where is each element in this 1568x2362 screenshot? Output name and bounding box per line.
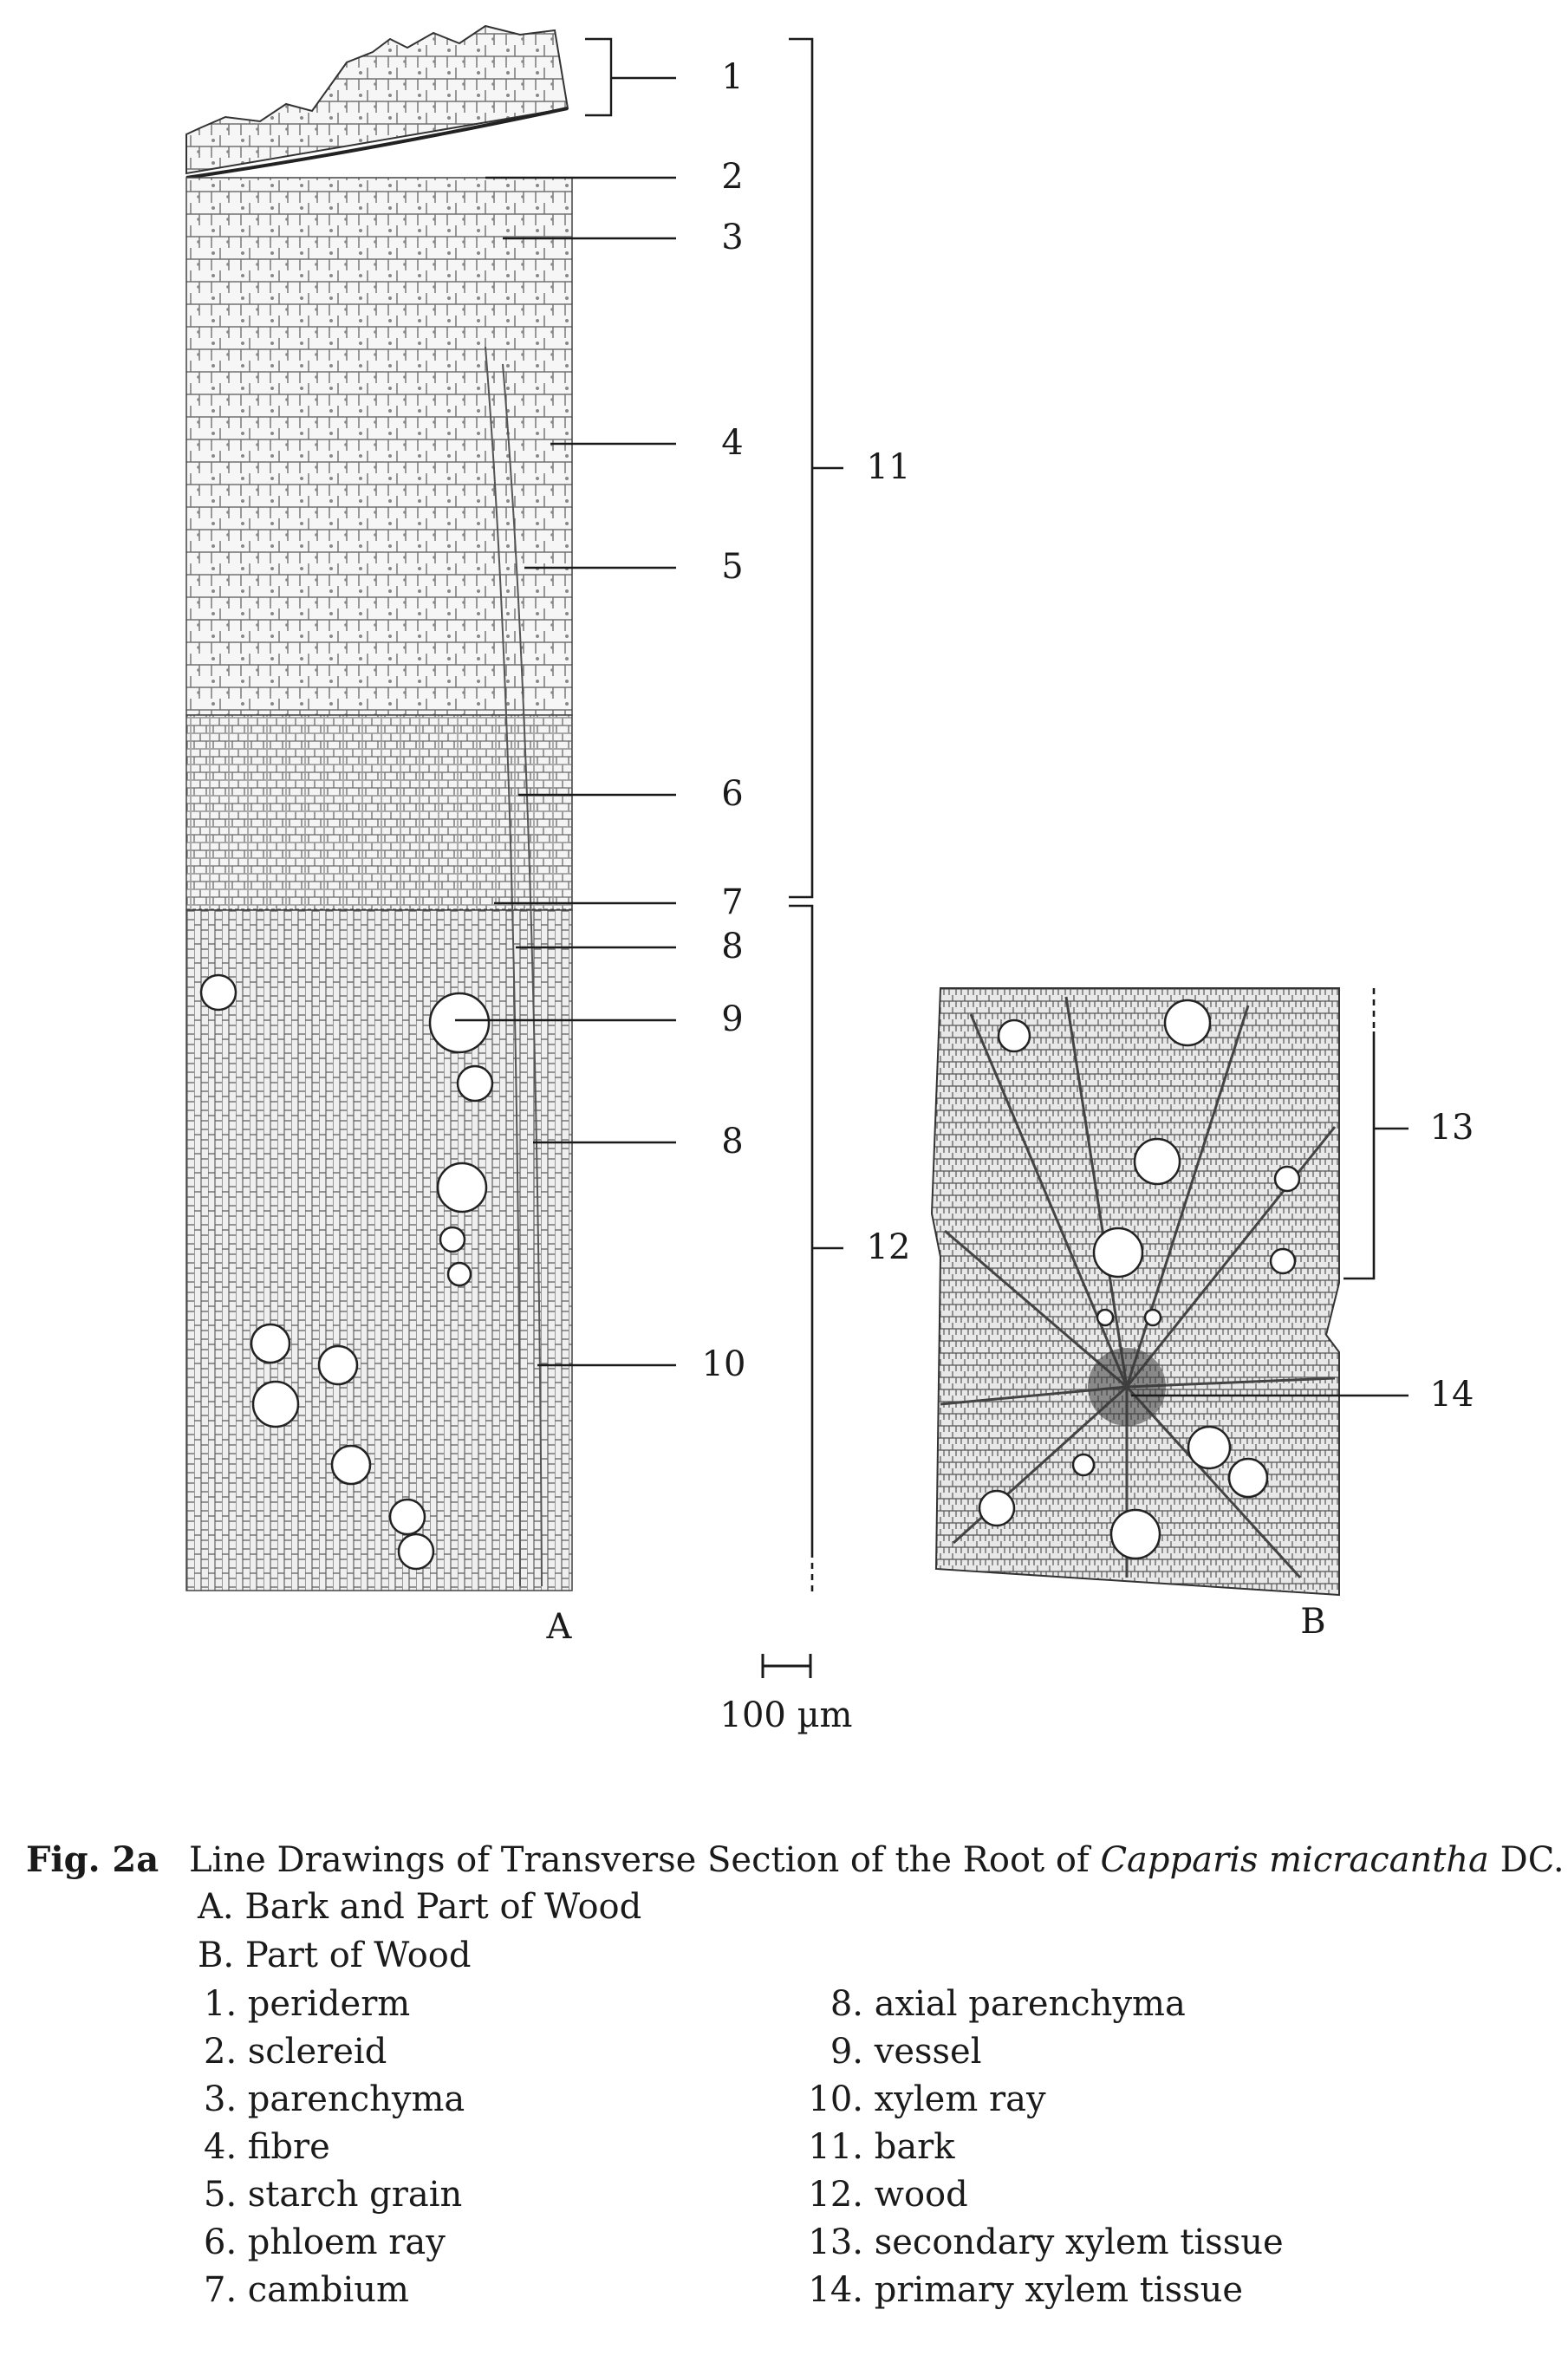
panel-item-b	[198, 1935, 471, 1976]
legend-text: xylem ray	[874, 2079, 1046, 2119]
legend-num: 7.	[204, 2270, 237, 2310]
legend-text: secondary xylem tissue	[874, 2222, 1284, 2262]
panel-text: Part of Wood	[244, 1936, 472, 1975]
wood-bracket	[789, 906, 843, 1595]
legend-text: fibre	[247, 2127, 330, 2167]
scale-bar	[763, 1654, 810, 1678]
panel-item-a	[198, 1886, 641, 1928]
panel-text: Bark and Part of Wood	[244, 1887, 642, 1927]
secondary-xylem-bracket	[1344, 988, 1409, 1279]
legend-num: 9.	[830, 2032, 863, 2072]
legend-item	[806, 2079, 1046, 2120]
callout-2: 2	[721, 157, 744, 197]
legend-text: primary xylem tissue	[874, 2270, 1244, 2310]
legend-num: 5.	[204, 2175, 237, 2215]
bark-bracket	[789, 39, 843, 897]
legend-text: sclereid	[247, 2032, 387, 2072]
callout-8b: 8	[721, 1122, 744, 1161]
legend-text: axial parenchyma	[874, 1984, 1186, 2024]
figure-label: Fig. 2a	[26, 1839, 159, 1880]
legend-item	[204, 2174, 462, 2216]
phloem-layer	[186, 715, 572, 910]
scale-bar-label: 100 µm	[719, 1695, 853, 1735]
legend-num: 13.	[808, 2222, 863, 2262]
legend-item	[204, 2269, 409, 2311]
bracket-label-12: 12	[866, 1227, 911, 1267]
legend-num: 12.	[808, 2175, 863, 2215]
legend-num: 14.	[808, 2270, 863, 2310]
callout-8a: 8	[721, 927, 744, 966]
callout-9: 9	[721, 999, 744, 1039]
caption-title-prefix: Line Drawings of Transverse Section of the Root of	[189, 1840, 1101, 1880]
legend-text: phloem ray	[247, 2222, 446, 2262]
legend-text: starch grain	[247, 2175, 463, 2215]
callout-10: 10	[701, 1344, 746, 1384]
legend-num: 3.	[204, 2079, 237, 2119]
legend-item	[806, 2174, 968, 2216]
panel-b-label: B	[1300, 1602, 1326, 1642]
legend-text: cambium	[247, 2270, 409, 2310]
periderm-layer	[186, 26, 568, 173]
legend-item	[204, 2031, 387, 2072]
legend-num: 2.	[204, 2032, 237, 2072]
panel-a-section	[186, 26, 572, 1591]
legend-item	[806, 2269, 1243, 2311]
legend-num: 1.	[204, 1984, 237, 2024]
legend-item	[204, 2079, 465, 2120]
legend-num: 6.	[204, 2222, 237, 2262]
cortex-layer	[186, 178, 572, 715]
bracket-label-13: 13	[1429, 1108, 1474, 1148]
legend-num: 11.	[808, 2127, 863, 2167]
callout-4: 4	[721, 423, 744, 463]
legend-text: vessel	[874, 2032, 982, 2072]
caption-title	[189, 1839, 1565, 1881]
caption-species: Capparis micracantha	[1100, 1840, 1489, 1880]
legend-item	[204, 2222, 446, 2263]
legend-item	[204, 1983, 410, 2025]
callout-5: 5	[721, 547, 744, 587]
panel-b-section	[932, 988, 1339, 1595]
caption-title-suffix: DC.	[1488, 1840, 1565, 1880]
legend-item	[806, 2222, 1284, 2263]
panel-key: B.	[198, 1936, 235, 1975]
legend-text: bark	[874, 2127, 955, 2167]
callout-7: 7	[721, 882, 744, 922]
panel-key: A.	[198, 1887, 234, 1927]
callout-1: 1	[721, 57, 744, 97]
legend-item	[806, 2126, 955, 2168]
panel-a-label: A	[546, 1607, 572, 1647]
legend-num: 4.	[204, 2127, 237, 2167]
legend-item	[204, 2126, 330, 2168]
callout-6: 6	[721, 774, 744, 814]
legend-text: wood	[874, 2175, 968, 2215]
legend-item	[806, 2031, 982, 2072]
callout-3: 3	[721, 218, 744, 257]
legend-num: 8.	[830, 1984, 863, 2024]
legend-item	[806, 1983, 1186, 2025]
legend-text: periderm	[247, 1984, 411, 2024]
bracket-label-11: 11	[866, 447, 911, 487]
callout-14: 14	[1429, 1375, 1474, 1415]
legend-text: parenchyma	[247, 2079, 465, 2119]
legend-num: 10.	[808, 2079, 863, 2119]
